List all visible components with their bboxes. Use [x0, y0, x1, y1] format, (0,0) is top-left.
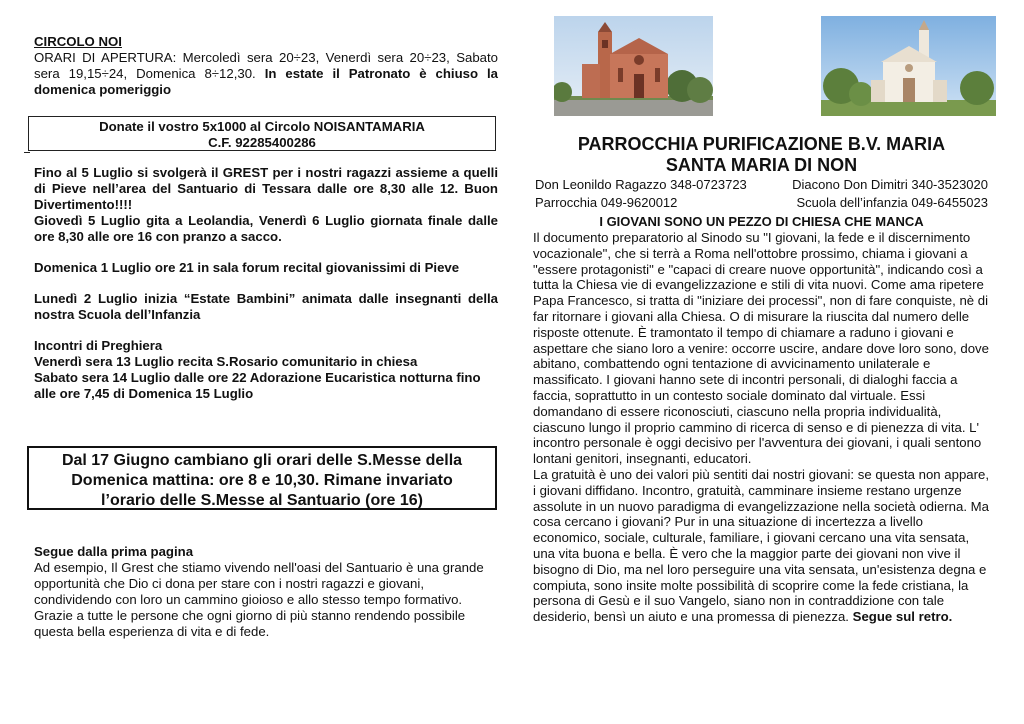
- article-title: I GIOVANI SONO UN PEZZO DI CHIESA CHE MANCA: [599, 214, 924, 229]
- church-white-illustration: [821, 16, 996, 116]
- circolo-hours: ORARI DI APERTURA: Mercoledì sera 20÷23, Venerdì sera 20÷23, Sabato sera 19,15÷24, Domenica 8÷12,30.: [34, 50, 498, 81]
- left-announcements: [34, 165, 498, 402]
- prayer-adoration: Sabato sera 14 Luglio dalle ore 22 Adorazione Eucaristica notturna fino alle ore 7,45 di Domenica 15 Luglio: [34, 370, 481, 401]
- mass-schedule-text: Dal 17 Giugno cambiano gli orari delle S.Messe della Domenica mattina: ore 8 e 10,30. Rimane invariato l’orario delle S.Messe al Santuario (ore 16): [61, 452, 463, 509]
- followup-text: Ad esempio, Il Grest che stiamo vivendo nell'oasi del Santuario è una grande opportunità che Dio ci dona per stare con i nostri ragazzi e giovani, condividendo con loro un cammino gioioso e allo stesso tempo formativo. Grazie a tutte le persone che ogni giorno di più stanno rendendo possibile questa bella esperienza di vita e di fede.: [34, 560, 484, 639]
- contact-school-phone: Scuola dell’infanzia 049-6455023: [796, 195, 988, 210]
- parish-location: SANTA MARIA DI NON: [665, 155, 858, 175]
- parish-title: [533, 134, 990, 176]
- church-photo-right: [821, 16, 996, 116]
- donation-tax-code: C.F. 92285400286: [208, 135, 316, 150]
- church-brick-illustration: [554, 16, 713, 116]
- left-column: [34, 34, 498, 98]
- circolo-title: CIRCOLO NOI: [34, 34, 122, 49]
- mass-schedule-box: [27, 446, 497, 510]
- grest-notice: Fino al 5 Luglio si svolgerà il GREST per i nostri ragazzi assieme a quelli di Pieve nell’area del Santuario di Tessara dalle ore 8,30 alle 12. Buon Divertimento!!!!: [34, 165, 498, 212]
- article-body: [533, 230, 990, 625]
- donation-line-1: Donate il vostro 5x1000 al Circolo NOISANTAMARIA: [99, 119, 425, 134]
- contact-priest: Don Leonildo Ragazzo 348-0723723: [535, 177, 747, 192]
- followup-section: [34, 544, 498, 640]
- prayer-title: Incontri di Preghiera: [34, 338, 163, 353]
- article-paragraph-2-text: La gratuità è uno dei valori più sentiti dai nostri giovani: se questa non appare, i giovani diffidano. Incontro, gratuità, camminare insieme restano urgenze assolute in un nuovo paradigma di evangelizzazione nella società odierna. Ma cosa cercano i giovani? Pur in una situazione di incertezza a livello economico, sociale, culturale, familiare, i giovani cercano una vita sensata, una vita buona e bella. È vero che la maggior parte dei giovani non vive il bisogno di Dio, ma nel loro perseguire una vita sensata, un'esistenza degna e compiuta, sono insite molte possibilità di scoprire come la fede cristiana, la persona di Gesù e il suo Vangelo, siano non in contraddizione con tale desiderio, bensì un aiuto e una promessa di pienezza.: [533, 466, 989, 625]
- church-photo-left: [554, 16, 713, 116]
- contact-deacon: Diacono Don Dimitri 340-3523020: [792, 177, 988, 192]
- article-paragraph-1: Il documento preparatorio al Sinodo su "I giovani, la fede e il discernimento vocazionale", che si terrà a Roma nell'ottobre prossimo, chiama i giovani a "essere protagonisti" e "capaci di creare nuove opportunità", indicando così a tutta la Chiesa vie di evangelizzazione e stili di vita nuovi. Come ama ripetere Papa Francesco, si tratta di "iniziare dei processi", non di fare conquiste, nè di far ritornare i giovani alla Chiesa. O di misurare la riuscita dal numero delle risposte ottenute. È tramontato il tempo di chiamare a raduno i giovani e aspettare che siano loro a venire: occorre uscire, andare dove loro sono, dove abitano, combattendo ogni tentazione di avvicinamento unilaterale e massificato. I giovani hanno sete di incontri personali, di dialoghi faccia a faccia, soprattutto in un contesto sociale dominato dal virtuale. Essi domandano di essere riconosciuti, ciascuno nella propria individualità, ciascuno lungo il proprio cammino di ricerca di senso e di pienezza di vita. L' incontro personale è oggi decisivo per l'avventura dei giovani, i quali sentono lontani genitori, insegnanti, educatori.: [533, 230, 989, 467]
- summer-kids-notice: Lunedì 2 Luglio inizia “Estate Bambini” animata dalle insegnanti della nostra Scuola dell’Infanzia: [34, 291, 498, 322]
- continued-note: Segue sul retro.: [852, 609, 953, 625]
- donation-box: [28, 116, 496, 151]
- trip-notice: Giovedì 5 Luglio gita a Leolandia, Venerdì 6 Luglio giornata finale dalle ore 8,30 alle ore 16 con pranzo a sacco.: [34, 213, 498, 244]
- parish-name: PARROCCHIA PURIFICAZIONE B.V. MARIA: [577, 134, 946, 154]
- circolo-summer-note: In estate il Patronato è chiuso la domenica pomeriggio: [34, 66, 498, 97]
- circolo-hours-paragraph: [34, 50, 498, 98]
- prayer-rosary: Venerdì sera 13 Luglio recita S.Rosario comunitario in chiesa: [34, 354, 418, 369]
- followup-title: Segue dalla prima pagina: [34, 544, 194, 559]
- box-corner-mark: [24, 146, 30, 153]
- article-paragraph-2: [533, 467, 990, 625]
- recital-notice: Domenica 1 Luglio ore 21 in sala forum recital giovanissimi di Pieve: [34, 260, 460, 275]
- contact-parish-phone: Parrocchia 049-9620012: [535, 195, 678, 210]
